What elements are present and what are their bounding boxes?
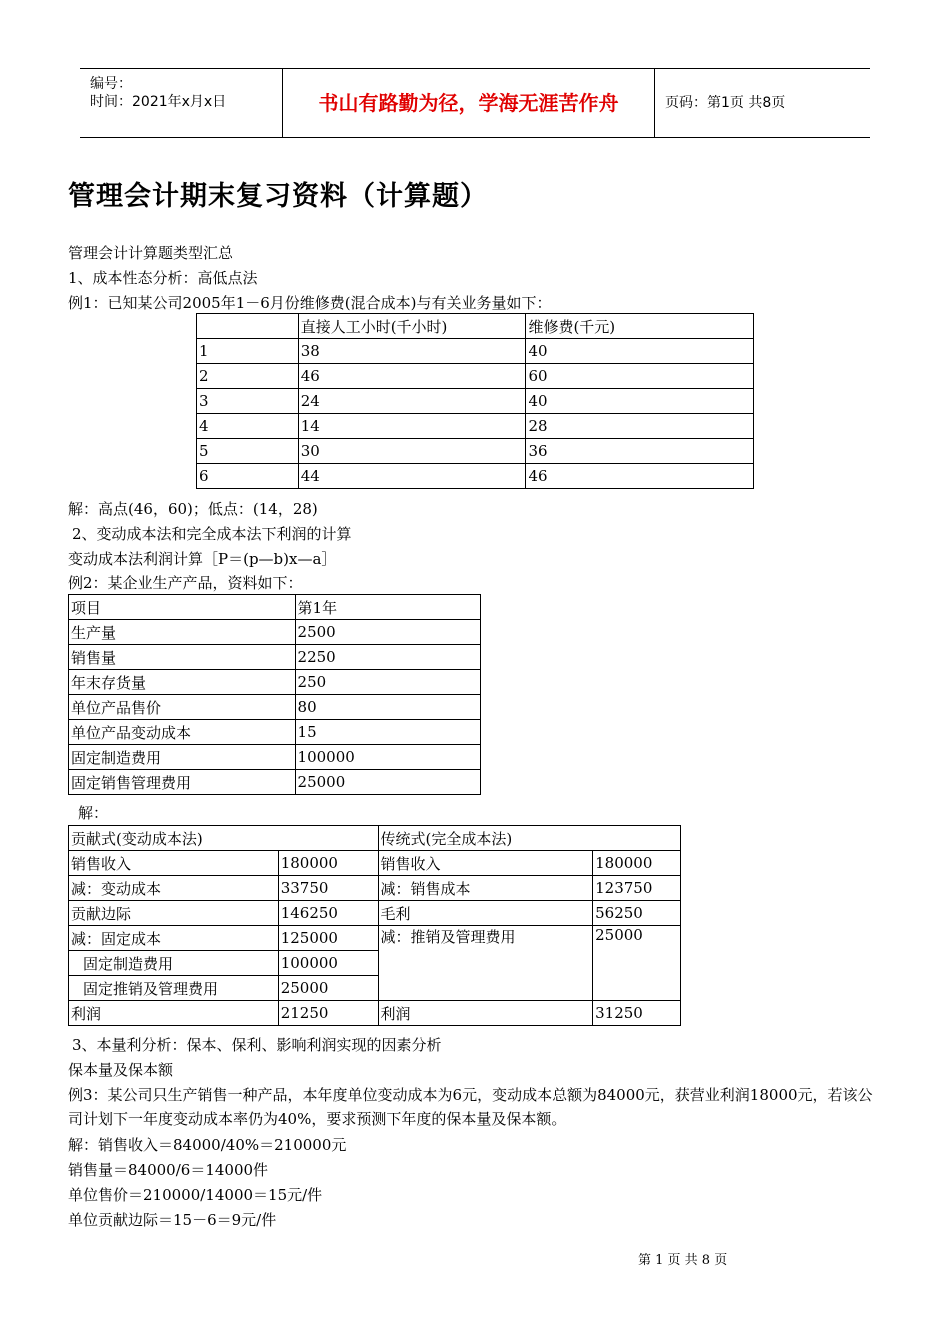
solution3-line2: 销售量＝84000/6＝14000件 xyxy=(68,1161,269,1179)
solution3-line4: 单位贡献边际＝15－6＝9元/件 xyxy=(68,1211,277,1229)
table-row xyxy=(69,876,681,901)
page-footer: 第 1 页 共 8 页 xyxy=(638,1253,728,1268)
table-cell: 21250 xyxy=(278,1001,378,1026)
table-cell: 180000 xyxy=(278,851,378,876)
table-cell: 固定销售管理费用 xyxy=(69,770,296,795)
table-cell: 固定制造费用 xyxy=(69,745,296,770)
table-cell: 减：变动成本 xyxy=(69,876,279,901)
table-cell: 180000 xyxy=(593,851,681,876)
table-cell: 贡献边际 xyxy=(69,901,279,926)
table-row xyxy=(69,645,481,670)
table-cell: 60 xyxy=(526,364,754,389)
table-header-cell: 直接人工小时(千小时) xyxy=(298,314,526,339)
section2-heading: 2、变动成本法和完全成本法下利润的计算 xyxy=(72,525,352,543)
table-row xyxy=(69,670,481,695)
table-cell: 146250 xyxy=(278,901,378,926)
table-row xyxy=(197,389,754,414)
table-cell: 销售收入 xyxy=(69,851,279,876)
example1-text: 例1：已知某公司2005年1－6月份维修费(混合成本)与有关业务量如下： xyxy=(68,294,552,312)
table-cell: 250 xyxy=(295,670,480,695)
table-cell: 年末存货量 xyxy=(69,670,296,695)
table-cell: 毛利 xyxy=(378,901,593,926)
table-cell: 2 xyxy=(197,364,299,389)
table-cell: 56250 xyxy=(593,901,681,926)
table-cell: 固定制造费用 xyxy=(69,951,279,976)
table-cell: 减：销售成本 xyxy=(378,876,593,901)
table-cell: 1 xyxy=(197,339,299,364)
table-header-cell: 第1年 xyxy=(295,595,480,620)
table-cell: 减：固定成本 xyxy=(69,926,279,951)
solve-label: 解： xyxy=(78,804,109,822)
page-header xyxy=(80,68,870,138)
absorption-costing-title: 传统式(完全成本法) xyxy=(378,826,681,851)
table-cell: 46 xyxy=(526,464,754,489)
table-row xyxy=(197,439,754,464)
table-cell: 30 xyxy=(298,439,526,464)
table-cell: 80 xyxy=(295,695,480,720)
table-row xyxy=(197,339,754,364)
variable-costing-title: 贡献式(变动成本法) xyxy=(69,826,379,851)
example3-text: 例3：某公司只生产销售一种产品，本年度单位变动成本为6元，变动成本总额为84000元，获营业利润18000元，若该公司计划下一年度变动成本率仍为40%，要求预测下年度的保本量及保本额。 xyxy=(68,1086,873,1128)
income-comparison-table xyxy=(68,825,681,1026)
table-cell: 25000 xyxy=(593,926,681,1001)
table-cell: 生产量 xyxy=(69,620,296,645)
table-cell: 利润 xyxy=(378,1001,593,1026)
table-cell: 33750 xyxy=(278,876,378,901)
table-row xyxy=(197,364,754,389)
table-cell: 28 xyxy=(526,414,754,439)
header-meta-cell xyxy=(80,69,283,137)
table-cell: 123750 xyxy=(593,876,681,901)
table-header-row xyxy=(69,595,481,620)
solution3-line1: 解：销售收入＝84000/40%＝210000元 xyxy=(68,1136,347,1154)
table-cell: 4 xyxy=(197,414,299,439)
table-cell: 2500 xyxy=(295,620,480,645)
table-cell: 6 xyxy=(197,464,299,489)
table-header-row xyxy=(197,314,754,339)
table-cell: 24 xyxy=(298,389,526,414)
table-row xyxy=(69,695,481,720)
table-cell: 44 xyxy=(298,464,526,489)
intro-text: 管理会计计算题类型汇总 xyxy=(68,244,234,262)
table-cell: 40 xyxy=(526,339,754,364)
table-cell: 14 xyxy=(298,414,526,439)
table-row xyxy=(197,414,754,439)
table-cell: 36 xyxy=(526,439,754,464)
table-cell: 3 xyxy=(197,389,299,414)
table-cell: 销售收入 xyxy=(378,851,593,876)
table-cell: 25000 xyxy=(278,976,378,1001)
table-cell: 40 xyxy=(526,389,754,414)
table-cell: 38 xyxy=(298,339,526,364)
table-row xyxy=(69,851,681,876)
table-header-cell: 项目 xyxy=(69,595,296,620)
header-page-label: 页码：第1页 共8页 xyxy=(665,95,786,111)
table-cell: 单位产品变动成本 xyxy=(69,720,296,745)
table-cell: 5 xyxy=(197,439,299,464)
table-cell: 125000 xyxy=(278,926,378,951)
table-cell: 减：推销及管理费用 xyxy=(378,926,593,1001)
table-header-row xyxy=(69,826,681,851)
table-cell: 单位产品售价 xyxy=(69,695,296,720)
table-row xyxy=(69,901,681,926)
table-row xyxy=(69,620,481,645)
table-row xyxy=(69,926,681,951)
document-title: 管理会计期末复习资料（计算题） xyxy=(68,181,488,212)
code-label: 编号： xyxy=(90,76,132,92)
table-cell: 100000 xyxy=(295,745,480,770)
table-header-cell xyxy=(197,314,299,339)
section1-heading: 1、成本性态分析：高低点法 xyxy=(68,269,258,287)
product-data-table xyxy=(68,594,481,795)
solution1-text: 解：高点(46，60)；低点：(14，28) xyxy=(68,500,318,518)
table-cell: 2250 xyxy=(295,645,480,670)
example2-text: 例2：某企业生产产品，资料如下： xyxy=(68,574,303,592)
header-motto: 书山有路勤为径，学海无涯苦作舟 xyxy=(283,69,655,137)
table-cell: 31250 xyxy=(593,1001,681,1026)
formula-text: 变动成本法利润计算［P＝(p—b)x—a］ xyxy=(68,550,337,568)
table-header-cell: 维修费(千元) xyxy=(526,314,754,339)
table-cell: 销售量 xyxy=(69,645,296,670)
table-row xyxy=(69,1001,681,1026)
table-row xyxy=(197,464,754,489)
table-cell: 25000 xyxy=(295,770,480,795)
section3-heading: 3、本量利分析：保本、保利、影响利润实现的因素分析 xyxy=(72,1036,442,1054)
table-cell: 利润 xyxy=(69,1001,279,1026)
table-cell: 46 xyxy=(298,364,526,389)
table-row xyxy=(69,745,481,770)
table-cell: 100000 xyxy=(278,951,378,976)
table-cell: 固定推销及管理费用 xyxy=(69,976,279,1001)
time-label: 时间：2021年x月x日 xyxy=(90,94,227,110)
solution3-line3: 单位售价＝210000/14000＝15元/件 xyxy=(68,1186,323,1204)
table-row xyxy=(69,770,481,795)
breakeven-subheading: 保本量及保本额 xyxy=(68,1061,174,1079)
table-row xyxy=(69,720,481,745)
maintenance-cost-table xyxy=(196,313,754,489)
table-cell: 15 xyxy=(295,720,480,745)
